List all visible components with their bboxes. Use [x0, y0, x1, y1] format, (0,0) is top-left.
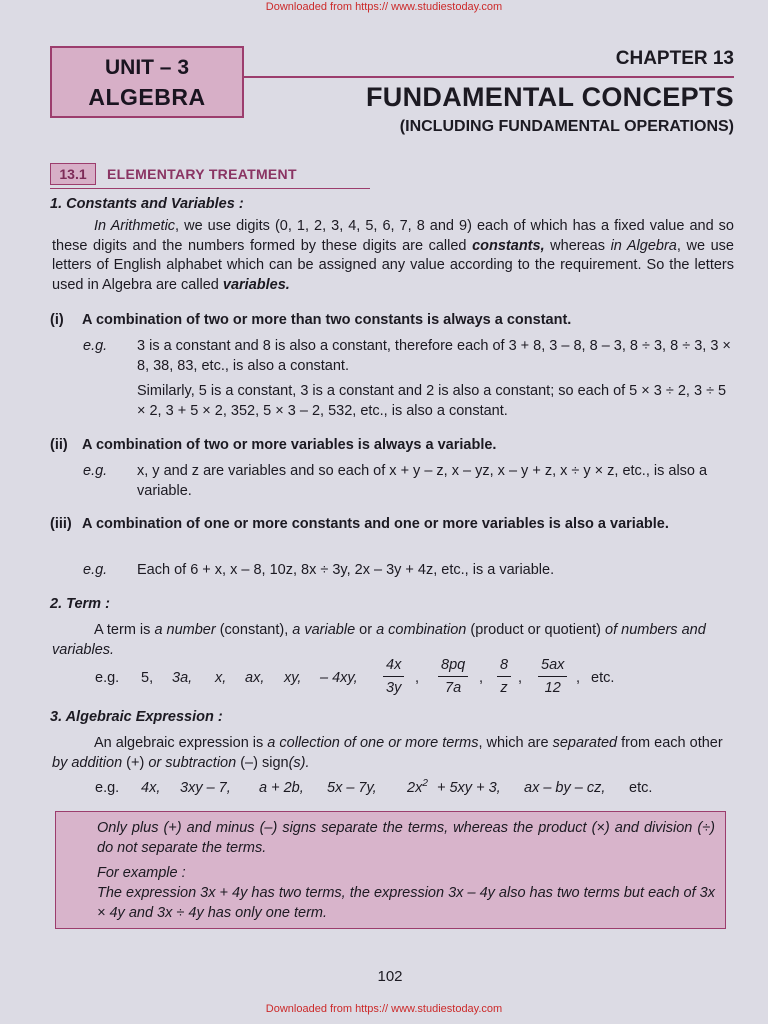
eg-label: e.g.	[95, 670, 120, 686]
term-example: 3a,	[172, 670, 193, 686]
topic-heading-term: 2. Term :	[50, 596, 110, 612]
rule-heading-i: (i) A combination of two or more than two constants is always a constant.	[50, 312, 572, 328]
fraction-term: $\frac{4x}{3y}$	[383, 656, 404, 697]
eg-label: e.g.	[83, 338, 108, 354]
rule-heading-iii: (iii) A combination of one or more constants and one or more variables is also a variable.	[50, 516, 669, 532]
chapter-subtitle: (INCLUDING FUNDAMENTAL OPERATIONS)	[399, 118, 734, 135]
expression-example: a + 2b,	[259, 780, 304, 796]
term-example: x,	[215, 670, 227, 686]
topic-heading-constants-variables: 1. Constants and Variables :	[50, 196, 244, 212]
topic-heading-algebraic-expression: 3. Algebraic Expression :	[50, 709, 223, 725]
expression-example: 4x,	[141, 780, 161, 796]
example-text-i-2: Similarly, 5 is a constant, 3 is a constant and 2 is also a constant; so each of 5 × 3 ÷ 2, 3 ÷ 5 × 2, 3 + 5 × 2, 352, 5 × 3 – 2, 532, etc., is also a constant.	[137, 383, 727, 419]
unit-name: ALGEBRA	[88, 84, 206, 110]
expression-example: 5x – 7y,	[327, 780, 377, 796]
eg-label: e.g.	[83, 562, 108, 578]
term-example: ax,	[245, 670, 265, 686]
chapter-label: CHAPTER 13	[615, 48, 734, 69]
section-number: 13.1	[50, 163, 96, 185]
section-title: ELEMENTARY TREATMENT	[107, 166, 297, 182]
page-number: 102	[377, 968, 403, 985]
download-source-top: Downloaded from https:// www.studiestoday.com	[265, 1, 503, 13]
expression-example: ax – by – cz,	[524, 780, 606, 796]
fraction-term: $\frac{8}{z}$	[497, 656, 511, 697]
unit-number: UNIT – 3	[104, 56, 190, 79]
eg-label: e.g.	[83, 463, 108, 479]
term-example: – 4xy,	[320, 670, 358, 686]
term-example: 5,	[141, 670, 154, 686]
expression-example: + 5xy + 3,	[437, 780, 501, 796]
chapter-title: FUNDAMENTAL CONCEPTS	[366, 82, 734, 112]
download-source-bottom: Downloaded from https:// www.studiestoday.com	[265, 1003, 503, 1015]
paragraph-constants-variables: In Arithmetic, we use digits (0, 1, 2, 3, 4, 5, 6, 7, 8 and 9) each of which has a fixed value and so these digits and the numbers formed by these digits are called constants, whereas in Algebra, we use letters of English alphabet which can be assigned any value according to the requirement. So the letters used in Algebra are called variables.	[52, 218, 734, 293]
term-example: xy,	[284, 670, 302, 686]
header-rule	[244, 76, 734, 78]
example-text-i-1: 3 is a constant and 8 is also a constant, therefore each of 3 + 8, 3 – 8, 8 – 3, 8 ÷ 3, 8 ÷ 3, 3 × 8, 38, 83, etc., is also a constant.	[137, 338, 731, 374]
note-example-text: The expression 3x + 4y has two terms, the expression 3x – 4y also has two terms but each of 3x × 4y and 3x ÷ 4y has only one term.	[97, 885, 715, 921]
note-box	[55, 811, 726, 929]
section-rule	[50, 188, 370, 189]
rule-heading-ii: (ii) A combination of two or more variables is always a variable.	[50, 437, 497, 453]
etc-label: etc.	[629, 780, 653, 796]
fraction-term: $\frac{8pq}{7a}$	[438, 656, 468, 697]
example-text-ii: x, y and z are variables and so each of x + y – z, x – yz, x – y + z, x ÷ y × z, etc., is also a variable.	[137, 463, 708, 499]
term-examples-row: e.g. 5, 3a, x, ax, xy, – 4xy, $\frac{4x}{3y}$ , $\frac{8pq}{7a}$ , $\frac{8}{z}$ , $\frac{5ax}{12}$ , etc.	[95, 657, 615, 696]
fraction-term: $\frac{5ax}{12}$	[538, 656, 567, 697]
note-for-example: For example :	[97, 865, 186, 881]
unit-label-box	[50, 46, 244, 118]
note-text: Only plus (+) and minus (–) signs separate the terms, whereas the product (×) and division (÷) do not separate the terms.	[97, 820, 715, 856]
etc-label: etc.	[591, 670, 615, 686]
expression-example: 3xy – 7,	[180, 780, 231, 796]
eg-label: e.g.	[95, 780, 120, 796]
example-text-iii: Each of 6 + x, x – 8, 10z, 8x ÷ 3y, 2x – 3y + 4z, etc., is a variable.	[137, 562, 555, 578]
expression-example: $2x^2$	[407, 778, 428, 796]
paragraph-term: A term is a number (constant), a variable or a combination (product or quotient) of numbers and variables.	[52, 622, 706, 658]
paragraph-algebraic-expression: An algebraic expression is a collection of one or more terms, which are separated from each other by addition (+) or subtraction (–) sign(s).	[52, 735, 723, 771]
